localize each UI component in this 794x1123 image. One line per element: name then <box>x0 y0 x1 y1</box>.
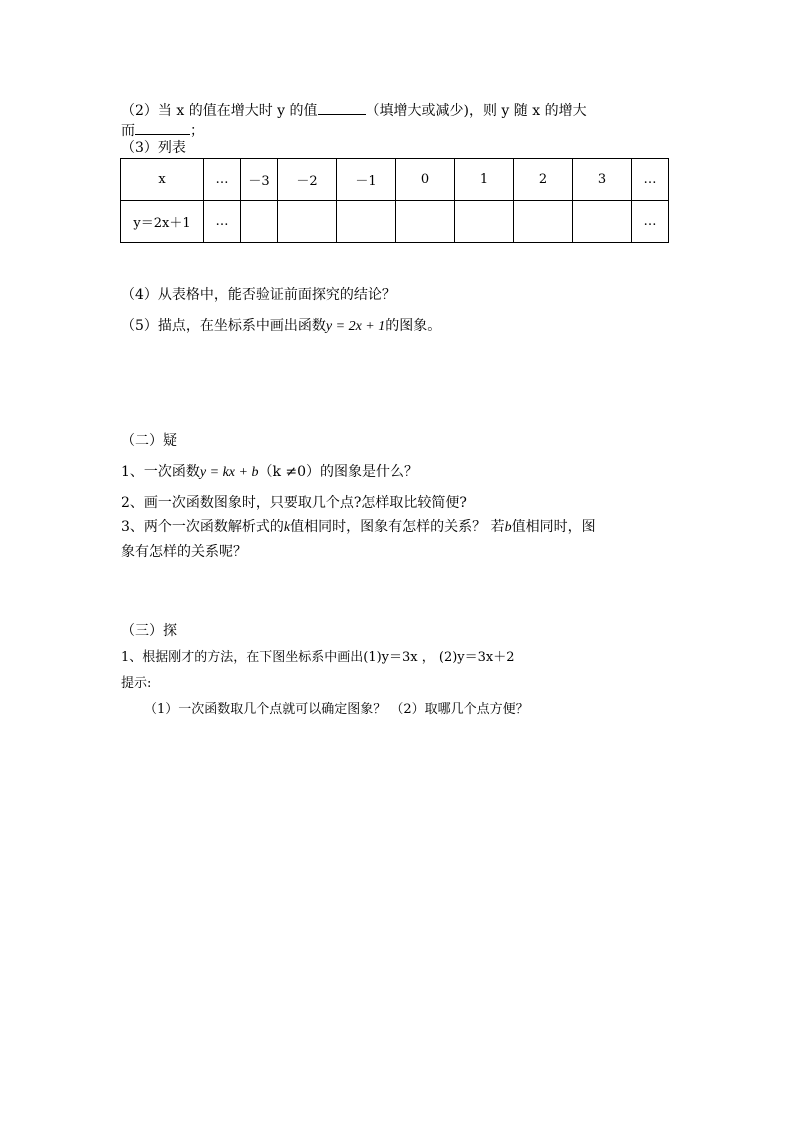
hint-label: 提示: <box>121 676 152 691</box>
question-2-text-after: （填增大或减少)，则 y 随 x 的增大 <box>365 103 587 119</box>
question-5-prefix: （5）描点，在坐标系中画出函数 <box>121 318 326 334</box>
table-row-y <box>121 201 669 243</box>
table-cell-input[interactable] <box>337 201 396 243</box>
question-2-text: （2）当 x 的值在增大时 y 的值 <box>121 103 318 119</box>
table-cell: 1 <box>455 159 514 201</box>
section-2-item-1 <box>121 463 418 482</box>
item-1-condition: （k ≠0） <box>258 464 321 480</box>
table-cell: y＝2x＋1 <box>121 201 204 243</box>
formula: y = 2x + 1 <box>325 319 386 334</box>
section-2-item-2: 2、画一次函数图象时，只要取几个点?怎样取比较简便? <box>121 495 467 511</box>
question-5-suffix: 的图象。 <box>385 318 442 334</box>
question-2-text-2: 而 <box>121 123 135 139</box>
table-row-x <box>121 159 669 201</box>
section-3-heading: （三）探 <box>121 623 177 639</box>
question-2-punct: ； <box>190 123 204 139</box>
item-3-text-b: 值相同时，图象有怎样的关系？ 若 <box>290 519 505 535</box>
item-1-suffix: 的图象是什么？ <box>320 464 419 480</box>
hint-text: （1）一次函数取几个点就可以确定图象？ （2）取哪几个点方便？ <box>144 702 529 717</box>
section-2-item-3 <box>121 518 596 537</box>
table-cell: x <box>121 159 204 201</box>
table-cell-input[interactable] <box>514 201 573 243</box>
table-cell-input[interactable] <box>278 201 337 243</box>
table-cell-input[interactable] <box>573 201 632 243</box>
table-cell: … <box>204 201 241 243</box>
item-1-prefix: 1、一次函数 <box>121 464 200 480</box>
section-3-item-1: 1、根据刚才的方法，在下图坐标系中画出(1)y＝3x ， (2)y＝3x＋2 <box>121 650 515 665</box>
table-cell: 3 <box>573 159 632 201</box>
question-5 <box>121 317 441 336</box>
question-3-label: （3）列表 <box>121 140 186 156</box>
section-2-heading: （二）疑 <box>121 433 177 449</box>
table-cell: －3 <box>241 159 278 201</box>
question-2-line-2 <box>121 120 204 140</box>
table-cell-input[interactable] <box>396 201 455 243</box>
table-cell: 2 <box>514 159 573 201</box>
question-2-line-1 <box>121 100 587 120</box>
table-cell: －1 <box>337 159 396 201</box>
table-cell: … <box>204 159 241 201</box>
formula: y = kx + b <box>199 465 259 480</box>
answer-blank-2[interactable] <box>135 120 190 135</box>
item-3-text-a: 3、两个一次函数解析式的 <box>121 519 284 535</box>
question-4: （4）从表格中，能否验证前面探究的结论？ <box>121 287 396 303</box>
value-table <box>120 158 669 243</box>
table-cell-input[interactable] <box>455 201 514 243</box>
variable-k: k <box>283 520 291 535</box>
table-cell: 0 <box>396 159 455 201</box>
variable-b: b <box>504 520 512 535</box>
section-2-item-3-line-2: 象有怎样的关系呢？ <box>121 544 247 560</box>
table-cell: … <box>632 159 669 201</box>
item-3-text-c: 值相同时，图 <box>511 519 596 535</box>
table-cell-input[interactable] <box>241 201 278 243</box>
table-cell: －2 <box>278 159 337 201</box>
answer-blank[interactable] <box>318 100 366 115</box>
table-cell: … <box>632 201 669 243</box>
